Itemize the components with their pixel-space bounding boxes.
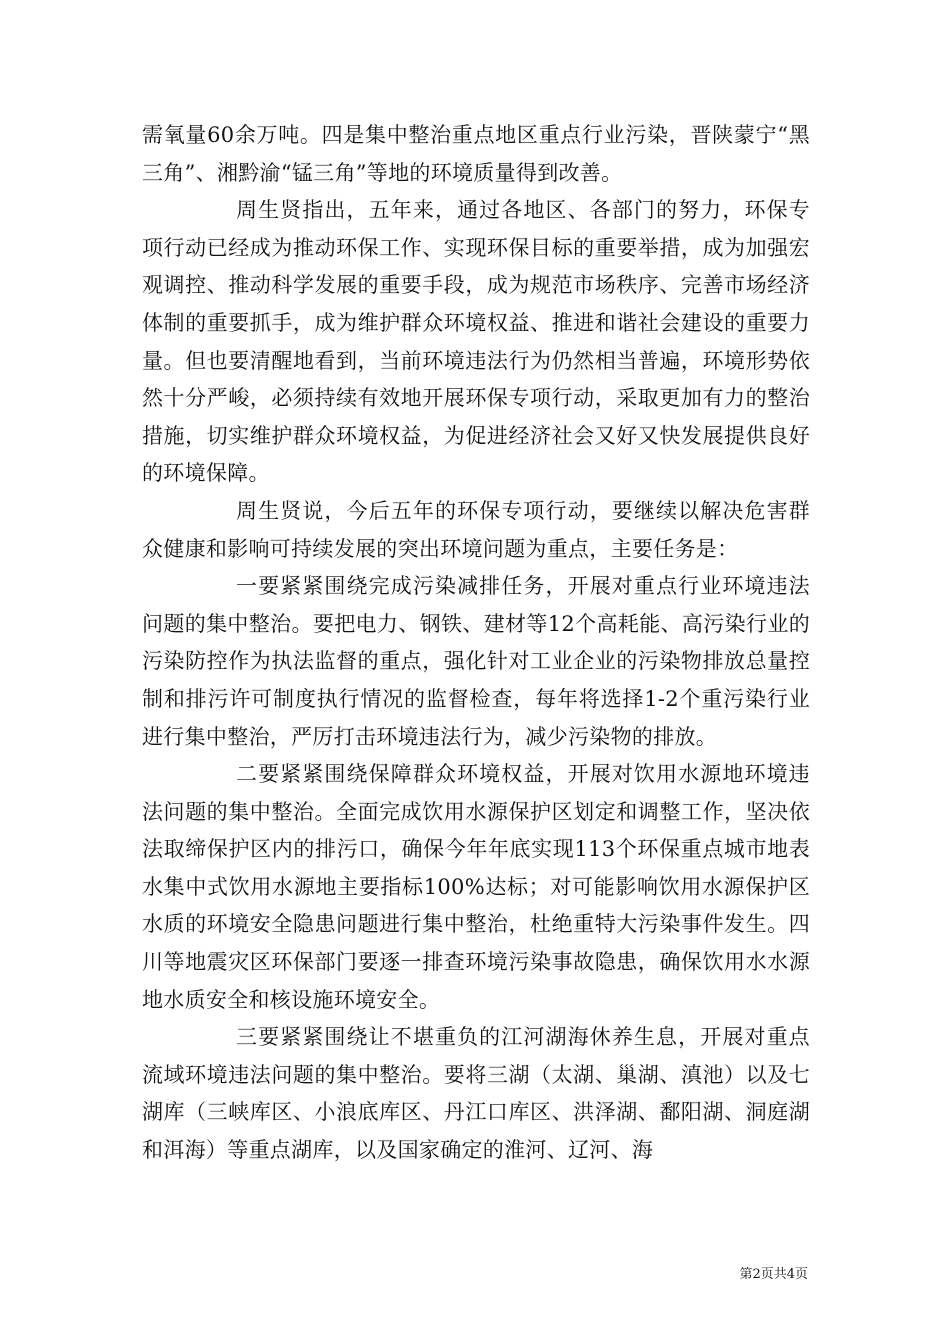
document-body xyxy=(142,117,810,1170)
paragraph-zhou-pointed-out: 周生贤指出，五年来，通过各地区、各部门的努力，环保专项行动已经成为推动环保工作、实现环保目标的重要举措，成为加强宏观调控、推动科学发展的重要手段，成为规范市场秩序、完善市场经济体制的重要抓手，成为维护群众环境权益、推进和谐社会建设的重要力量。但也要清醒地看到，当前环境违法行为仍然相当普遍，环境形势依然十分严峻，必须持续有效地开展环保专项行动，采取更加有力的整治措施，切实维护群众环境权益，为促进经济社会又好又快发展提供良好的环境保障。 xyxy=(142,198,810,486)
paragraph-continuation: 需氧量60余万吨。四是集中整治重点地区重点行业污染，晋陕蒙宁“黑三角”、湘黔渝“锰三角”等地的环境质量得到改善。 xyxy=(142,123,810,185)
paragraph-zhou-said: 周生贤说，今后五年的环保专项行动，要继续以解决危害群众健康和影响可持续发展的突出环境问题为重点，主要任务是： xyxy=(142,498,810,561)
page-number-footer: 第2页共4页 xyxy=(739,1267,808,1282)
paragraph-task-two: 二要紧紧围绕保障群众环境权益，开展对饮用水源地环境违法问题的集中整治。全面完成饮用水源保护区划定和调整工作，坚决依法取缔保护区内的排污口，确保今年年底实现113个环保重点城市地表水集中式饮用水源地主要指标100%达标；对可能影响饮用水源保护区水质的环境安全隐患问题进行集中整治，杜绝重特大污染事件发生。四川等地震灾区环保部门要逐一排查环境污染事故隐患，确保饮用水水源地水质安全和核设施环境安全。 xyxy=(142,762,810,1012)
paragraph-task-three: 三要紧紧围绕让不堪重负的江河湖海休养生息，开展对重点流域环境违法问题的集中整治。要将三湖（太湖、巢湖、滇池）以及七湖库（三峡库区、小浪底库区、丹江口库区、洪泽湖、鄱阳湖、洞庭湖和洱海）等重点湖库，以及国家确定的淮河、辽河、海 xyxy=(142,1025,810,1163)
paragraph-task-one: 一要紧紧围绕完成污染减排任务，开展对重点行业环境违法问题的集中整治。要把电力、钢铁、建材等12个高耗能、高污染行业的污染防控作为执法监督的重点，强化针对工业企业的污染物排放总量控制和排污许可制度执行情况的监督检查，每年将选择1-2个重污染行业进行集中整治，严厉打击环境违法行为，减少污染物的排放。 xyxy=(142,574,810,749)
